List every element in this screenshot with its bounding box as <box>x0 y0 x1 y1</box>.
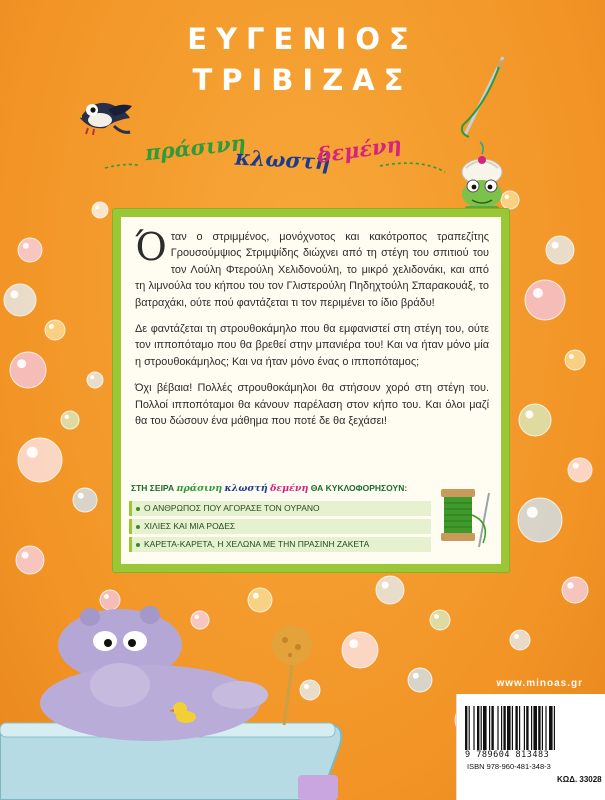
bubble-highlight <box>382 582 389 589</box>
list-item <box>129 501 431 516</box>
barcode-bar <box>554 706 555 750</box>
bubble <box>92 202 108 218</box>
barcode-bar <box>531 706 532 750</box>
series-list <box>129 483 493 557</box>
publisher-url[interactable]: www.minoas.gr <box>496 678 583 689</box>
bubble <box>430 610 450 630</box>
barcode-bar <box>538 706 540 750</box>
bubble-highlight <box>65 415 70 420</box>
bubble-highlight <box>525 410 533 418</box>
barcode-bar <box>515 706 517 750</box>
book-title: ΚΑΡΕΤΑ-ΚΑΡΕΤΑ, Η ΧΕΛΩΝΑ ΜΕ ΤΗΝ ΠΡΑΣΙΝΗ ΖΑΚΕΤΑ <box>144 539 370 549</box>
bubble-highlight <box>552 242 559 249</box>
bubble-highlight <box>573 463 579 469</box>
series-prefix: ΣΤΗ ΣΕΙΡΑ <box>131 483 175 493</box>
bubble <box>518 498 562 542</box>
barcode-bar <box>507 706 511 750</box>
bubble <box>73 488 97 512</box>
bubble-highlight <box>569 354 574 359</box>
bubble-highlight <box>78 493 84 499</box>
bubble-highlight <box>10 290 18 298</box>
barcode-bar <box>501 706 502 750</box>
blurb-paragraph-2: Δε φαντάζεται τη στρουθοκάμηλο που θα εμφανιστεί στη στέγη του, ούτε τον ιπποπόταμο που θα βρεθεί στην μπανιέρα του! Και να ήταν μόνο μία η στρουθοκάμηλος; Και να ήταν μόνο ένας ο ιπποπόταμος; <box>135 323 489 368</box>
barcode-bar <box>549 706 553 750</box>
swallow-illustration <box>70 88 140 138</box>
bubble-highlight <box>514 634 519 639</box>
book-title: ΧΙΛΙΕΣ ΚΑΙ ΜΙΑ ΡΟΔΕΣ <box>144 521 236 531</box>
series-mini-word-2: κλωστή <box>224 483 268 494</box>
barcode-bar <box>477 706 479 750</box>
list-item <box>129 537 431 552</box>
list-item <box>129 519 431 534</box>
bubble-highlight <box>95 205 99 209</box>
barcode-bar <box>533 706 537 750</box>
blurb-paragraph-1 <box>135 225 489 311</box>
barcode-number: 9 789604 813483 <box>465 750 550 760</box>
bubble <box>45 320 65 340</box>
bubble-highlight <box>49 324 54 329</box>
bubble <box>510 630 530 650</box>
barcode-bar <box>465 706 467 750</box>
barcode-bar <box>545 706 546 750</box>
bubble-highlight <box>567 582 574 589</box>
bubble-highlight <box>17 359 26 368</box>
author-first-name: ΕΥΓΕΝΙΟΣ <box>187 22 418 56</box>
blurb-panel <box>113 209 509 572</box>
blurb-text <box>135 225 489 439</box>
needle-illustration <box>455 55 515 145</box>
bullet-icon <box>136 543 140 547</box>
bubble <box>18 238 42 262</box>
isbn-text: ISBN 978-960-481-348-3 <box>467 762 551 771</box>
drop-cap: Ό <box>135 225 167 269</box>
barcode-bar <box>489 706 490 750</box>
bubble <box>10 352 46 388</box>
bubble <box>568 458 592 482</box>
series-word-1: πράσινη <box>143 129 248 166</box>
barcode-bar <box>481 706 482 750</box>
bubble-highlight <box>90 375 94 379</box>
hippo-bath-illustration <box>0 585 360 800</box>
barcode-bar <box>512 706 513 750</box>
bubble-highlight <box>23 243 29 249</box>
barcode-bar <box>519 706 520 750</box>
thread-spool-icon <box>431 485 501 555</box>
author-last-name: ΤΡΙΒΙΖΑΣ <box>192 63 413 97</box>
product-code: ΚΩΔ. 33028 <box>557 775 602 784</box>
bubble <box>519 404 551 436</box>
series-suffix: ΘΑ ΚΥΚΛΟΦΟΡΗΣΟΥΝ: <box>310 483 408 493</box>
bubble <box>4 284 36 316</box>
barcode-icon <box>465 706 597 750</box>
thread-trail <box>100 160 460 190</box>
barcode-bar <box>469 706 470 750</box>
blurb-paragraph-3: Όχι βέβαια! Πολλές στρουθοκάμηλοι θα στήσουν χορό στη στέγη του. Πολλοί ιπποπόταμοι θα κάνουν παρέλαση στον κήπο του. Και όλοι μαζί θα του δώσουν ένα μάθημα που ποτέ δε θα ξεχάσει! <box>135 382 489 428</box>
barcode-bar <box>542 706 543 750</box>
barcode-bar <box>526 706 528 750</box>
bubble-highlight <box>27 447 38 458</box>
barcode-bar <box>497 706 498 750</box>
bubble <box>562 577 588 603</box>
series-word-2: κλωστή <box>234 144 331 175</box>
bubble-highlight <box>22 552 29 559</box>
bubble <box>87 372 103 388</box>
blurb-paragraph-1-text: ταν ο στριμμένος, μονόχνοτος και κακότροπος τραπεζίτης Γρουσούμψιος Στριμψίδης διώχνει από τη στέγη του σπιτιού του τον Λούλη Φτερούλη Χελιδονούλη, το μικρό χελιδονάκι, και από τη λιμνούλα του κήπου του τον Γλιστερούλη Πηδηχτούλη Σπαρακουάξ, το βατραχάκι, ούτε πού φαντάζεται τι τον περιμένει το ίδιο βράδυ! <box>135 231 489 309</box>
series-list-heading <box>131 483 407 494</box>
bubble <box>525 280 565 320</box>
book-title: Ο ΑΝΘΡΩΠΟΣ ΠΟΥ ΑΓΟΡΑΣΕ ΤΟΝ ΟΥΡΑΝΟ <box>144 503 320 513</box>
bubble <box>546 236 574 264</box>
barcode-bar <box>524 706 525 750</box>
bullet-icon <box>136 525 140 529</box>
series-mini-word-1: πράσινη <box>176 483 223 494</box>
bubble <box>18 438 62 482</box>
series-mini-word-3: δεμένη <box>270 483 309 494</box>
bubble-highlight <box>434 614 439 619</box>
bubble-highlight <box>413 673 419 679</box>
barcode-bar <box>473 706 474 750</box>
barcode-bar <box>491 706 493 750</box>
bubble <box>376 576 404 604</box>
bullet-icon <box>136 507 140 511</box>
bubble <box>16 546 44 574</box>
barcode-bar <box>483 706 487 750</box>
barcode-sticker <box>456 694 605 800</box>
barcode-bar <box>503 706 505 750</box>
bubble-highlight <box>527 507 538 518</box>
bubble <box>61 411 79 429</box>
bubble <box>408 668 432 692</box>
bubble <box>565 350 585 370</box>
bubble-highlight <box>533 288 543 298</box>
series-word-3: δεμένη <box>315 131 404 168</box>
